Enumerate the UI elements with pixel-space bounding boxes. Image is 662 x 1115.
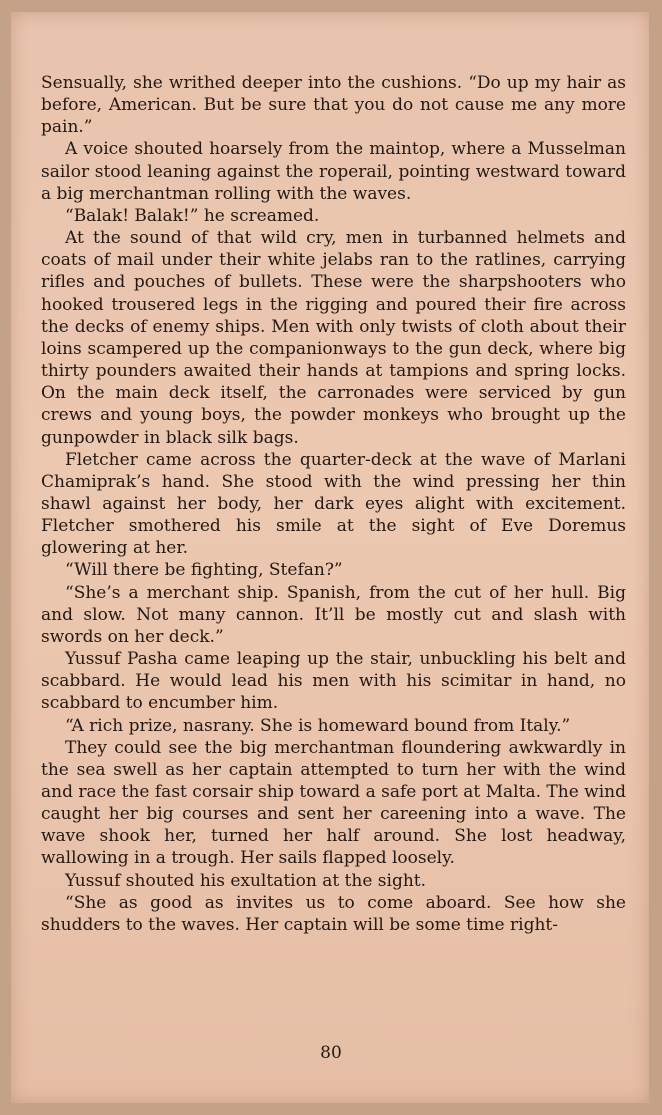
paragraph-continuation: Sensually, she writhed deeper into the cushions. “Do up my hair as before, American. But be sure that you do not cause me any more pain.” [41,73,626,138]
paragraph: “She as good as invites us to come aboard. See how she shudders to the waves. Her captain will be some time right- [41,892,626,935]
paragraph: Yussuf Pasha came leaping up the stair, unbuckling his belt and scabbard. He would lead his men with his scimitar in hand, no scabbard to encumber him. [41,649,626,714]
paragraph: “Balak! Balak!” he screamed. [65,205,320,226]
paragraph: At the sound of that wild cry, men in turbanned helmets and coats of mail under their white jelabs ran to the ratlines, carrying rifles and pouches of bullets. These were the sharpshooters who hooked trousered legs in the rigging and poured their fire across the decks of enemy ships. Men with only twists of cloth about their loins scampered up the companionways to the gun deck, where big thirty pounders awaited their hands at tampions and spring locks. On the main deck itself, the carronades were serviced by gun crews and young boys, the powder monkeys who brought up the gunpowder in black silk bags. [41,228,626,448]
paragraph: Fletcher came across the quarter-deck at the wave of Marlani Chamiprak’s hand. She stood with the wind pressing her thin shawl against her body, her dark eyes alight with excitement. Fletcher smothered his smile at the sight of Eve Doremus glowering at her. [41,449,626,559]
paragraph: They could see the big merchantman floundering awkwardly in the sea swell as her captain attempted to turn her with the wind and race the fast corsair ship toward a safe port at Malta. The wind caught her big courses and sent her careening into a wave. The wave shook her, turned her half around. She lost headway, wallowing in a trough. Her sails flapped loosely. [41,737,626,869]
paragraph: A voice shouted hoarsely from the maintop, where a Musselman sailor stood leaning against the roperail, pointing westward toward a big merchantman rolling with the waves. [41,139,626,204]
paragraph: “Will there be fighting, Stefan?” [65,560,343,581]
paragraph: “A rich prize, nasrany. She is homeward bound from Italy.” [65,715,571,736]
paragraph: Yussuf shouted his exultation at the sight. [65,870,427,891]
body-text [41,72,626,936]
page-number: 80 [320,1043,342,1063]
paragraph: “She’s a merchant ship. Spanish, from the cut of her hull. Big and slow. Not many cannon. It’ll be mostly cut and slash with swords on her deck.” [41,582,626,647]
